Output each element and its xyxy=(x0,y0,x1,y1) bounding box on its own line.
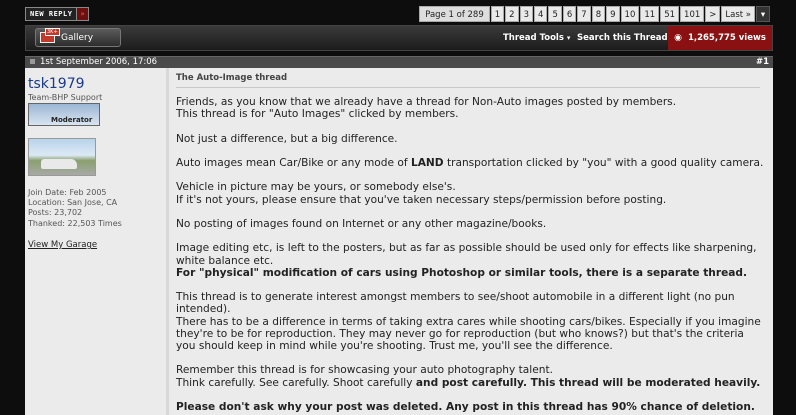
message-line xyxy=(176,377,766,389)
post-number-link[interactable]: #1 xyxy=(755,57,769,67)
post-date: 1st September 2006, 17:06 xyxy=(40,57,158,67)
user-title: Team-BHP Support xyxy=(28,93,103,102)
page-link[interactable]: 8 xyxy=(592,6,605,22)
message-text: Auto images mean Car/Bike or any mode of xyxy=(176,156,411,169)
page-label: Page 1 of 289 xyxy=(419,6,490,22)
message-line: Image editing etc, is left to the posters, but as far as possible should be used only for effects like sharpening, white balance etc. xyxy=(176,242,757,267)
post-status-icon xyxy=(30,59,35,64)
gallery-icon xyxy=(40,29,58,43)
car-image-shape xyxy=(41,159,77,169)
thread-navbar xyxy=(25,25,773,51)
user-info-panel xyxy=(25,68,169,415)
gallery-label: Gallery xyxy=(61,32,94,43)
message-line: Friends, as you know that we already have a thread for Non-Auto images posted by members. xyxy=(176,96,677,108)
top-toolbar xyxy=(0,0,796,28)
pagination xyxy=(418,6,770,22)
thread-tools-label: Thread Tools xyxy=(503,33,564,43)
message-line xyxy=(176,157,766,169)
page-link[interactable]: 9 xyxy=(606,6,619,22)
username-link[interactable]: tsk1979 xyxy=(28,76,85,92)
new-reply-label: NEW REPLY xyxy=(25,7,77,21)
avatar xyxy=(28,138,96,176)
search-thread-label: Search this Thread xyxy=(577,33,668,43)
moderator-badge xyxy=(28,103,100,126)
message-line: No posting of images found on Internet or any other magazine/books. xyxy=(176,217,547,230)
post-message xyxy=(176,96,766,413)
post-count: Posts: 23,702 xyxy=(28,208,83,218)
moderator-badge-label: Moderator xyxy=(51,116,93,124)
message-line: If it's not yours, please ensure that you've taken necessary steps/permission before posting. xyxy=(176,193,667,206)
page-link[interactable]: 3 xyxy=(520,6,533,22)
double-arrow-icon: » xyxy=(77,7,88,21)
page-link[interactable]: 2 xyxy=(505,6,518,22)
location: Location: San Jose, CA xyxy=(28,198,118,208)
message-line: There has to be a difference in terms of taking extra cares while shooting cars/bikes. Especially if you imagine they're to be for reproduction. They may never go for reproduction (but who knows?) but that's the criteria you should keep in mind while you're shooting. Trust me, you'll see the difference. xyxy=(176,315,761,352)
caret-down-icon: ▾ xyxy=(566,34,571,42)
page-link[interactable]: 4 xyxy=(534,6,547,22)
join-date: Join Date: Feb 2005 xyxy=(28,188,107,197)
gallery-button[interactable] xyxy=(35,28,121,47)
view-garage-link[interactable]: View My Garage xyxy=(28,240,98,250)
post-title: The Auto-Image thread xyxy=(176,73,760,88)
message-line: This thread is for "Auto Images" clicked by members. xyxy=(176,108,459,121)
page-link[interactable]: 5 xyxy=(548,6,561,22)
message-bold: LAND xyxy=(410,156,444,169)
message-line: This thread is to generate interest amongst members to see/shoot automobile in a different light (no pun intended). xyxy=(176,291,735,316)
views-counter xyxy=(668,26,772,50)
gallery-badge: 3K+ xyxy=(47,29,58,35)
message-line: Remember this thread is for showcasing your auto photography talent. xyxy=(176,364,553,377)
chevron-down-icon[interactable]: ▾ xyxy=(756,6,770,22)
thread-tools-menu[interactable] xyxy=(503,33,570,43)
search-thread-menu[interactable] xyxy=(577,33,674,43)
user-stats xyxy=(28,188,122,229)
new-reply-button[interactable] xyxy=(25,7,89,20)
message-line: For "physical" modification of cars using Photoshop or similar tools, there is a separate thread. xyxy=(176,266,748,279)
message-line: Please don't ask why your post was deleted. Any post in this thread has 90% chance of deletion. xyxy=(176,400,755,413)
post-body xyxy=(25,68,773,415)
page-link[interactable]: 11 xyxy=(640,6,659,22)
next-page-link[interactable]: > xyxy=(705,6,720,22)
message-text: transportation clicked by "you" with a good quality camera. xyxy=(443,156,764,169)
message-text: Think carefully. See carefully. Shoot carefully xyxy=(176,376,416,389)
page-link[interactable]: 7 xyxy=(577,6,590,22)
message-bold: and post carefully. This thread will be moderated heavily. xyxy=(415,376,761,389)
last-page-link[interactable]: Last » xyxy=(721,6,755,22)
page-link[interactable]: 51 xyxy=(660,6,679,22)
message-line: Vehicle in picture may be yours, or somebody else's. xyxy=(176,181,456,194)
message-line: Not just a difference, but a big difference. xyxy=(176,132,398,145)
page-link[interactable]: 6 xyxy=(563,6,576,22)
eye-icon: ◉ xyxy=(674,33,682,43)
thanked-count: Thanked: 22,503 Times xyxy=(28,218,122,228)
page-link[interactable]: 101 xyxy=(680,6,704,22)
post-header xyxy=(25,56,773,68)
page-link[interactable]: 10 xyxy=(621,6,640,22)
page-link[interactable]: 1 xyxy=(491,6,504,22)
views-count: 1,265,775 views xyxy=(687,33,766,43)
